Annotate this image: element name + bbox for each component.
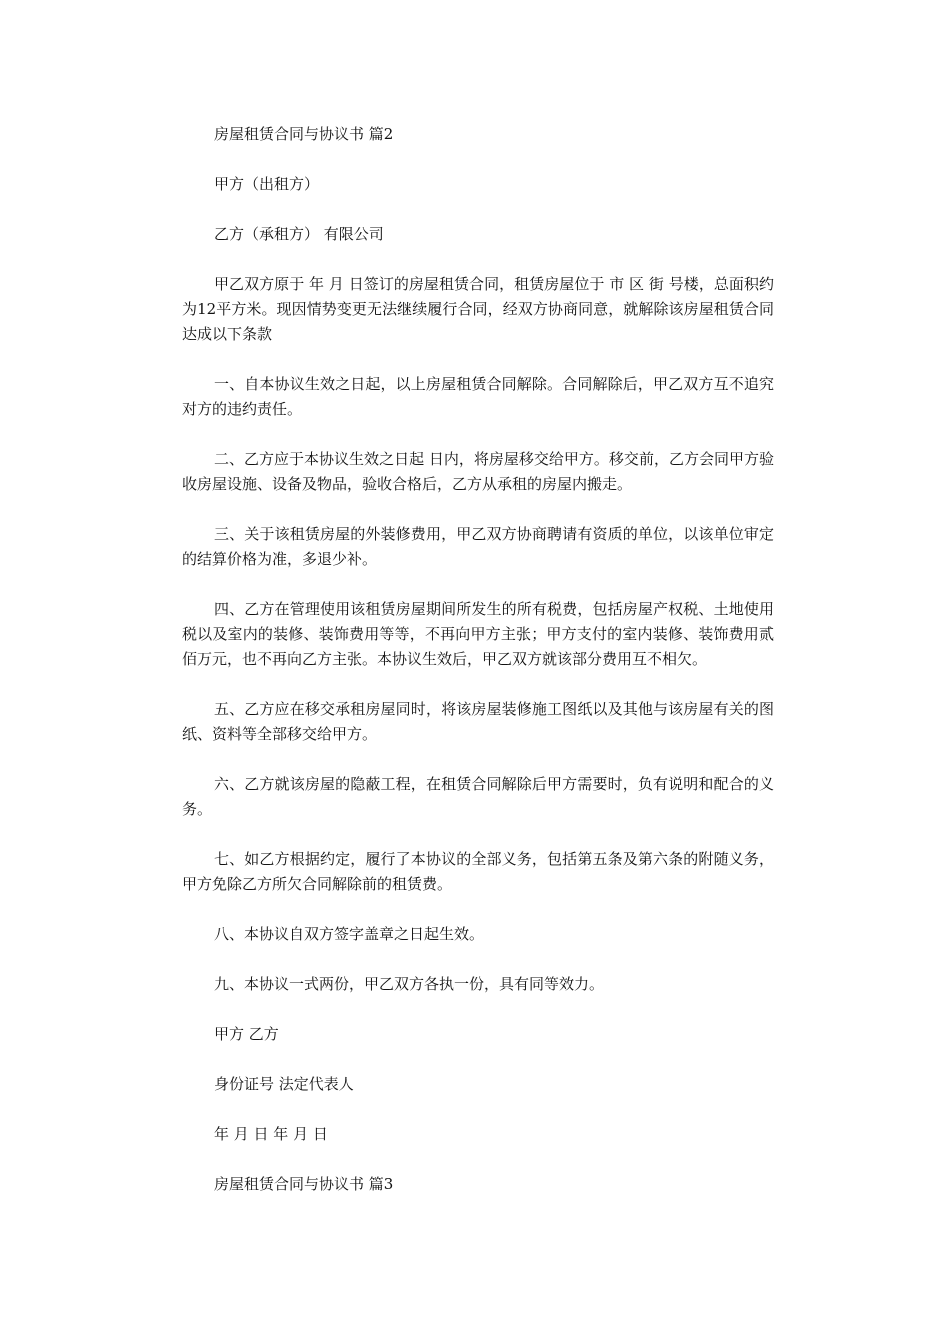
clause-1: 一、自本协议生效之日起，以上房屋租赁合同解除。合同解除后，甲乙双方互不追究对方的违约责任。 xyxy=(182,375,774,418)
section-heading-2: 房屋租赁合同与协议书 篇2 xyxy=(214,125,394,143)
section-heading-3: 房屋租赁合同与协议书 篇3 xyxy=(214,1175,394,1193)
preamble-paragraph: 甲乙双方原于 年 月 日签订的房屋租赁合同，租赁房屋位于 市 区 街 号楼，总面积约为12平方米。现因情势变更无法继续履行合同，经双方协商同意，就解除该房屋租赁合同达成以下条款 xyxy=(182,275,774,343)
party-a-line: 甲方（出租方） xyxy=(214,175,320,193)
clause-3: 三、关于该租赁房屋的外装修费用，甲乙双方协商聘请有资质的单位，以该单位审定的结算价格为准，多退少补。 xyxy=(182,525,774,568)
document-body xyxy=(182,122,774,1222)
signature-dates: 年 月 日 年 月 日 xyxy=(214,1125,328,1143)
clause-5: 五、乙方应在移交承租房屋同时，将该房屋装修施工图纸以及其他与该房屋有关的图纸、资料等全部移交给甲方。 xyxy=(182,700,774,743)
clause-9: 九、本协议一式两份，甲乙双方各执一份，具有同等效力。 xyxy=(214,975,605,993)
clause-4: 四、乙方在管理使用该租赁房屋期间所发生的所有税费，包括房屋产权税、土地使用税以及室内的装修、装饰费用等等，不再向甲方主张；甲方支付的室内装修、装饰费用贰佰万元，也不再向乙方主张。本协议生效后，甲乙双方就该部分费用互不相欠。 xyxy=(182,600,774,668)
party-b-line: 乙方（承租方） 有限公司 xyxy=(214,225,384,243)
signature-parties: 甲方 乙方 xyxy=(214,1025,279,1043)
clause-6: 六、乙方就该房屋的隐蔽工程，在租赁合同解除后甲方需要时，负有说明和配合的义务。 xyxy=(182,775,774,818)
clause-2: 二、乙方应于本协议生效之日起 日内，将房屋移交给甲方。移交前，乙方会同甲方验收房屋设施、设备及物品，验收合格后，乙方从承租的房屋内搬走。 xyxy=(182,450,774,493)
clause-7: 七、如乙方根据约定，履行了本协议的全部义务，包括第五条及第六条的附随义务，甲方免除乙方所欠合同解除前的租赁费。 xyxy=(182,850,774,893)
signature-id-rep: 身份证号 法定代表人 xyxy=(214,1075,354,1093)
clause-8: 八、本协议自双方签字盖章之日起生效。 xyxy=(214,925,485,943)
